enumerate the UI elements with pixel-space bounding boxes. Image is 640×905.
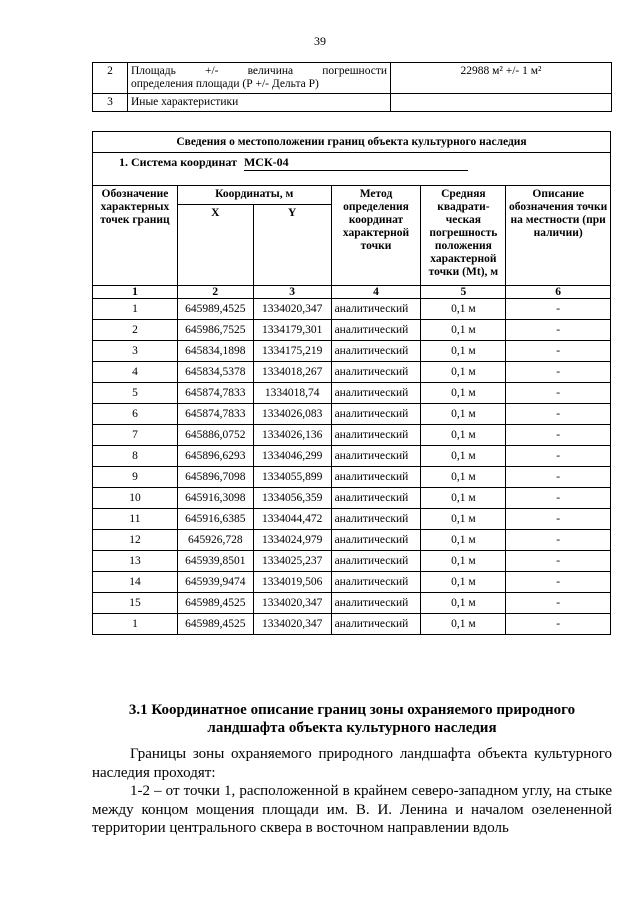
method: аналитический: [331, 530, 421, 551]
description: -: [506, 551, 611, 572]
method: аналитический: [331, 404, 421, 425]
characteristic-name-line2: определения площади (Р +/- Дельта Р): [131, 78, 319, 90]
table-row: [93, 572, 611, 593]
description: -: [506, 362, 611, 383]
section-heading-line1: 3.1 Координатное описание границ зоны охраняемого природного: [128, 702, 576, 718]
table-row: [93, 614, 611, 635]
error: 0,1 м: [421, 509, 506, 530]
description: -: [506, 530, 611, 551]
point-number: 3: [93, 341, 178, 362]
method: аналитический: [331, 467, 421, 488]
header-description: Описание обозначения точки на местности (при наличии): [506, 186, 611, 286]
coordinate-x: 645939,8501: [177, 551, 253, 572]
method: аналитический: [331, 551, 421, 572]
description: -: [506, 446, 611, 467]
header-method: Метод определения координат характерной точки: [331, 186, 421, 286]
table-row: [93, 320, 611, 341]
point-number: 12: [93, 530, 178, 551]
point-number: 6: [93, 404, 178, 425]
point-number: 7: [93, 425, 178, 446]
section-heading: [92, 701, 612, 737]
point-number: 9: [93, 467, 178, 488]
coordinate-y: 1334020,347: [253, 593, 331, 614]
coordinate-x: 645896,6293: [177, 446, 253, 467]
coordinate-y: 1334020,347: [253, 299, 331, 320]
point-number: 10: [93, 488, 178, 509]
coordinate-x: 645989,4525: [177, 593, 253, 614]
method: аналитический: [331, 383, 421, 404]
table-row: [93, 341, 611, 362]
coordinate-x: 645834,1898: [177, 341, 253, 362]
coordinates-table: [92, 131, 611, 635]
characteristic-name: [128, 63, 391, 94]
error: 0,1 м: [421, 488, 506, 509]
error: 0,1 м: [421, 404, 506, 425]
error: 0,1 м: [421, 551, 506, 572]
point-number: 5: [93, 383, 178, 404]
description: -: [506, 425, 611, 446]
characteristic-name: Иные характеристики: [128, 94, 391, 112]
description: -: [506, 383, 611, 404]
coordinate-x: 645986,7525: [177, 320, 253, 341]
method: аналитический: [331, 341, 421, 362]
table-caption: Сведения о местоположении границ объекта культурного наследия: [93, 132, 611, 153]
error: 0,1 м: [421, 593, 506, 614]
coordinate-x: 645916,6385: [177, 509, 253, 530]
method: аналитический: [331, 572, 421, 593]
description: -: [506, 404, 611, 425]
description: -: [506, 572, 611, 593]
method: аналитический: [331, 446, 421, 467]
error: 0,1 м: [421, 614, 506, 635]
point-number: 4: [93, 362, 178, 383]
table-row: [93, 425, 611, 446]
coordinate-x: 645989,4525: [177, 614, 253, 635]
description: -: [506, 299, 611, 320]
table-row: [93, 383, 611, 404]
column-numbers-row: [93, 286, 611, 299]
coordinate-y: 1334026,136: [253, 425, 331, 446]
table-row: [93, 94, 612, 112]
coordinate-y: 1334056,359: [253, 488, 331, 509]
error: 0,1 м: [421, 299, 506, 320]
point-number: 14: [93, 572, 178, 593]
row-number: 2: [93, 63, 128, 94]
coordinate-y: 1334055,899: [253, 467, 331, 488]
header-x: X: [177, 205, 253, 286]
method: аналитический: [331, 509, 421, 530]
coordinate-y: 1334024,979: [253, 530, 331, 551]
error: 0,1 м: [421, 383, 506, 404]
table-row: [93, 362, 611, 383]
table-row: [93, 404, 611, 425]
table-row: [93, 299, 611, 320]
coordinate-y: 1334019,506: [253, 572, 331, 593]
body-text: [92, 745, 612, 838]
point-number: 13: [93, 551, 178, 572]
point-number: 11: [93, 509, 178, 530]
column-number: 3: [253, 286, 331, 299]
characteristic-name-line1: Площадь +/- величина погрешности: [131, 65, 388, 77]
coordinate-x: 645989,4525: [177, 299, 253, 320]
coordinate-y: 1334020,347: [253, 614, 331, 635]
header-y: Y: [253, 205, 331, 286]
table-row: [93, 509, 611, 530]
column-number: 2: [177, 286, 253, 299]
coordinate-y: 1334018,74: [253, 383, 331, 404]
table-row: [93, 467, 611, 488]
method: аналитический: [331, 488, 421, 509]
point-number: 1: [93, 299, 178, 320]
paragraph: 1-2 – от точки 1, расположенной в крайнем северо-западном углу, на стыке между концом мощения площади им. В. И. Ленина и началом озелененной территории центрального сквера в восточном направлении вдоль: [92, 783, 612, 836]
error: 0,1 м: [421, 320, 506, 341]
description: -: [506, 509, 611, 530]
coordinate-y: 1334044,472: [253, 509, 331, 530]
characteristics-table: [92, 62, 612, 112]
coordinate-y: 1334018,267: [253, 362, 331, 383]
coordinate-x: 645834,5378: [177, 362, 253, 383]
coordinate-x: 645886,0752: [177, 425, 253, 446]
method: аналитический: [331, 320, 421, 341]
section-heading-line2: ландшафта объекта культурного наследия: [207, 720, 497, 736]
error: 0,1 м: [421, 341, 506, 362]
description: -: [506, 467, 611, 488]
coordinate-x: 645916,3098: [177, 488, 253, 509]
header-coordinates: Координаты, м: [177, 186, 331, 205]
description: -: [506, 320, 611, 341]
header-point: Обозначение характерных точек границ: [93, 186, 178, 286]
coordinate-system-value: МСК-04: [244, 155, 468, 171]
coordinate-y: 1334175,219: [253, 341, 331, 362]
error: 0,1 м: [421, 467, 506, 488]
table-row: [93, 488, 611, 509]
description: -: [506, 488, 611, 509]
coordinate-y: 1334025,237: [253, 551, 331, 572]
point-number: 2: [93, 320, 178, 341]
method: аналитический: [331, 299, 421, 320]
header-error: Средняя квадрати-ческая погрешность положения характерной точки (Mt), м: [421, 186, 506, 286]
table-row: [93, 593, 611, 614]
column-number: 5: [421, 286, 506, 299]
characteristic-value: [391, 94, 612, 112]
coordinate-y: 1334026,083: [253, 404, 331, 425]
coordinate-x: 645926,728: [177, 530, 253, 551]
row-number: 3: [93, 94, 128, 112]
coordinate-x: 645874,7833: [177, 383, 253, 404]
table-row: [93, 63, 612, 94]
method: аналитический: [331, 362, 421, 383]
method: аналитический: [331, 425, 421, 446]
method: аналитический: [331, 614, 421, 635]
table-row: [93, 530, 611, 551]
method: аналитический: [331, 593, 421, 614]
description: -: [506, 614, 611, 635]
column-number: 1: [93, 286, 178, 299]
point-number: 8: [93, 446, 178, 467]
error: 0,1 м: [421, 425, 506, 446]
column-number: 4: [331, 286, 421, 299]
error: 0,1 м: [421, 362, 506, 383]
column-number: 6: [506, 286, 611, 299]
coordinate-y: 1334179,301: [253, 320, 331, 341]
point-number: 15: [93, 593, 178, 614]
error: 0,1 м: [421, 530, 506, 551]
description: -: [506, 593, 611, 614]
coordinate-y: 1334046,299: [253, 446, 331, 467]
table-row: [93, 551, 611, 572]
characteristic-value: 22988 м² +/- 1 м²: [391, 63, 612, 94]
point-number: 1: [93, 614, 178, 635]
table-row: [93, 446, 611, 467]
page-number: 39: [314, 34, 326, 48]
coordinate-system: [93, 153, 611, 186]
coordinate-x: 645896,7098: [177, 467, 253, 488]
coordinate-x: 645874,7833: [177, 404, 253, 425]
description: -: [506, 341, 611, 362]
paragraph: Границы зоны охраняемого природного ландшафта объекта культурного наследия проходят:: [92, 746, 612, 781]
error: 0,1 м: [421, 572, 506, 593]
coordinates-rows: [93, 299, 611, 635]
coordinate-x: 645939,9474: [177, 572, 253, 593]
coordinate-system-label: 1. Система координат: [119, 155, 237, 169]
error: 0,1 м: [421, 446, 506, 467]
